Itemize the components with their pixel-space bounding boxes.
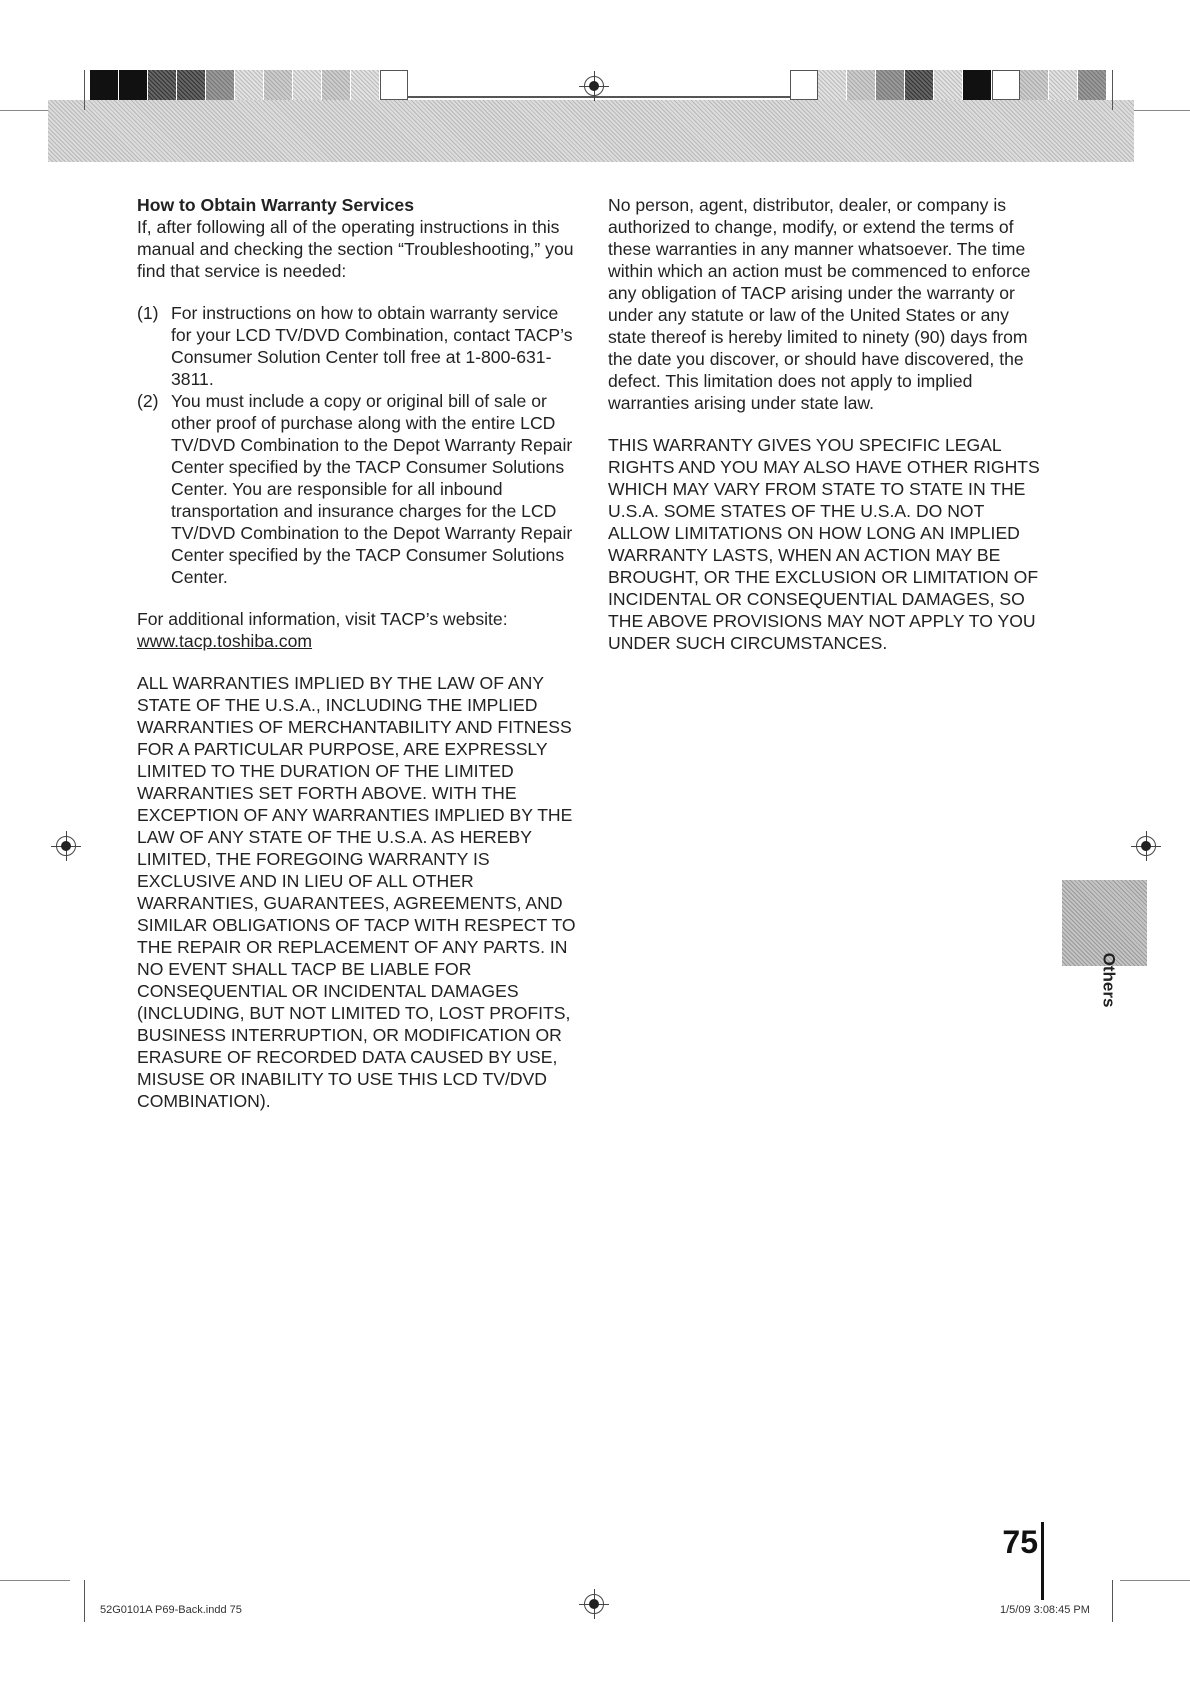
swatch: [790, 70, 818, 100]
page-number: 75: [1002, 1524, 1038, 1560]
swatch: [322, 70, 351, 100]
step-number: (2): [137, 391, 159, 411]
swatch: [90, 70, 119, 100]
step-text: For instructions on how to obtain warranty service for your LCD TV/DVD Combination, contact TACP’s Consumer Solution Center toll free at 1-800-631-3811.: [171, 303, 573, 389]
swatch: [235, 70, 264, 100]
additional-info-text: For additional information, visit TACP’s website:: [137, 609, 508, 629]
header-rule: [400, 96, 790, 98]
authorization-paragraph: No person, agent, distributor, dealer, or company is authorized to change, modify, or extend the terms of these warranties in any manner whatsoever. The time within which an action must be commenced to enforce any obligation of TACP arising under the warranty or under any statute or law of the United States or any state thereof is hereby limited to ninety (90) days from the date you discover, or should have discovered, the defect. This limitation does not apply to implied warranties arising under state law.: [608, 195, 1031, 413]
swatch: [847, 70, 876, 100]
legal-rights-paragraph: THIS WARRANTY GIVES YOU SPECIFIC LEGAL RIGHTS AND YOU MAY ALSO HAVE OTHER RIGHTS WHICH MAY VARY FROM STATE TO STATE IN THE U.S.A. SOME STATES OF THE U.S.A. DO NOT ALLOW LIMITATIONS ON HOW LONG AN IMPLIED WARRANTY LASTS, WHEN AN ACTION MAY BE BROUGHT, OR THE EXCLUSION OR LIMITATION OF INCIDENTAL OR CONSEQUENTIAL DAMAGES, SO THE ABOVE PROVISIONS MAY NOT APPLY TO YOU UNDER SUCH CIRCUMSTANCES.: [608, 435, 1040, 653]
swatch: [1020, 70, 1049, 100]
section-tab-text: Others: [1098, 952, 1118, 1008]
swatch: [992, 70, 1020, 100]
website-link[interactable]: www.tacp.toshiba.com: [137, 631, 313, 651]
right-column: [608, 194, 1048, 674]
list-item: [137, 302, 577, 390]
crop-line-bottom: [1120, 1580, 1190, 1581]
crop-tick: [1112, 1580, 1113, 1622]
color-swatches-right: [790, 70, 1107, 100]
intro-text: If, after following all of the operating instructions in this manual and checking the section “Troubleshooting,” you find that service is needed:: [137, 217, 574, 281]
swatch: [380, 70, 408, 100]
color-swatches-left: [90, 70, 408, 100]
swatch: [905, 70, 934, 100]
swatch: [351, 70, 380, 100]
crop-tick: [1112, 70, 1113, 110]
crop-tick: [84, 1580, 85, 1622]
swatch: [1049, 70, 1078, 100]
swatch: [1078, 70, 1107, 100]
additional-info: [137, 608, 577, 652]
swatch: [119, 70, 148, 100]
swatch: [293, 70, 322, 100]
section-tab-label: [1068, 950, 1148, 1010]
swatch: [177, 70, 206, 100]
crop-line-bottom: [0, 1580, 70, 1581]
registration-mark-icon: [56, 836, 76, 856]
step-number: (1): [137, 303, 159, 323]
step-text: You must include a copy or original bill of sale or other proof of purchase along with the entire LCD TV/DVD Combination to the Depot Warranty Repair Center specified by the TACP Consumer Solutions Center. You are responsible for all inbound transportation and insurance charges for the LCD TV/DVD Combination to the Depot Warranty Repair Center specified by the TACP Consumer Solutions Center.: [171, 391, 573, 587]
left-column: [137, 194, 577, 1132]
header-band: [48, 100, 1134, 162]
swatch: [818, 70, 847, 100]
warranty-services-section: [137, 194, 577, 282]
swatch: [876, 70, 905, 100]
list-item: [137, 390, 577, 588]
swatch: [148, 70, 177, 100]
file-info: 52G0101A P69-Back.indd 75: [100, 1604, 242, 1616]
registration-mark-icon: [1136, 836, 1156, 856]
print-date-time: 1/5/09 3:08:45 PM: [1000, 1604, 1090, 1616]
registration-mark-icon: [584, 76, 604, 96]
swatch: [934, 70, 963, 100]
crop-tick: [84, 70, 85, 110]
implied-warranties-disclaimer: ALL WARRANTIES IMPLIED BY THE LAW OF ANY STATE OF THE U.S.A., INCLUDING THE IMPLIED WARRANTIES OF MERCHANTABILITY AND FITNESS FOR A PARTICULAR PURPOSE, ARE EXPRESSLY LIMITED TO THE DURATION OF THE LIMITED WARRANTIES SET FORTH ABOVE. WITH THE EXCEPTION OF ANY WARRANTIES IMPLIED BY THE LAW OF ANY STATE OF THE U.S.A. AS HEREBY LIMITED, THE FOREGOING WARRANTY IS EXCLUSIVE AND IN LIEU OF ALL OTHER WARRANTIES, GUARANTEES, AGREEMENTS, AND SIMILAR OBLIGATIONS OF TACP WITH RESPECT TO THE REPAIR OR REPLACEMENT OF ANY PARTS. IN NO EVENT SHALL TACP BE LIABLE FOR CONSEQUENTIAL OR INCIDENTAL DAMAGES (INCLUDING, BUT NOT LIMITED TO, LOST PROFITS, BUSINESS INTERRUPTION, OR MODIFICATION OR ERASURE OF RECORDED DATA CAUSED BY USE, MISUSE OR INABILITY TO USE THIS LCD TV/DVD COMBINATION).: [137, 673, 576, 1111]
page-number-bar: [1041, 1522, 1044, 1600]
swatch: [206, 70, 235, 100]
steps-list: [137, 302, 577, 588]
swatch: [264, 70, 293, 100]
swatch: [963, 70, 992, 100]
registration-mark-icon: [584, 1594, 604, 1614]
section-heading: How to Obtain Warranty Services: [137, 195, 415, 215]
